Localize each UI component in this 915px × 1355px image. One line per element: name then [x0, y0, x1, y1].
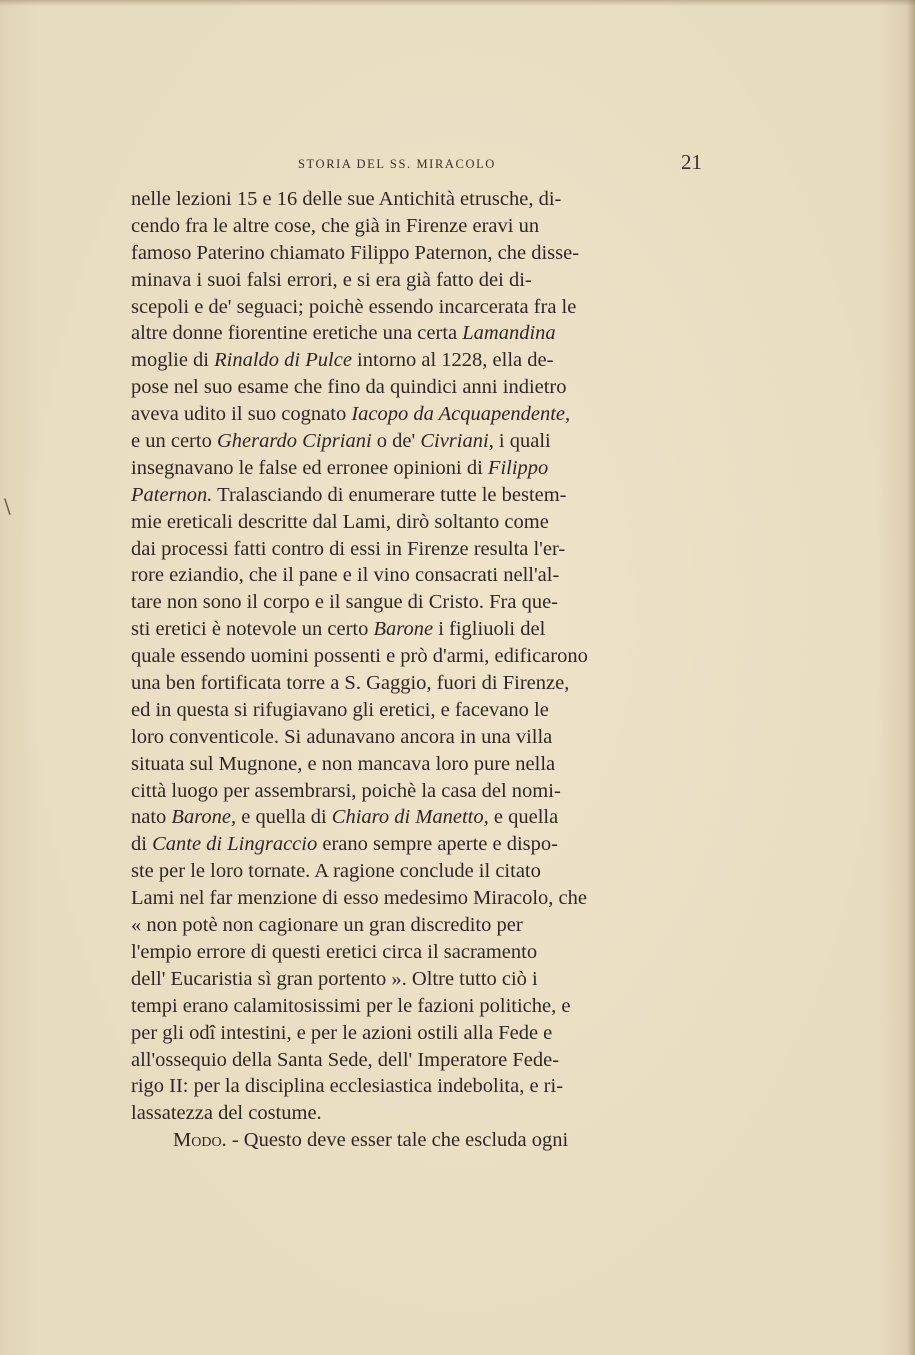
- text-segment: di: [131, 833, 153, 856]
- text-segment: Lami nel far menzione di esso medesimo Miracolo, che: [131, 887, 587, 910]
- text-line: [131, 294, 703, 321]
- body-text: [131, 186, 703, 1154]
- page-right-edge: [907, 0, 915, 1355]
- text-segment: e un certo: [131, 430, 217, 453]
- text-line: [131, 1100, 703, 1127]
- italic-text: Rinaldo di Pulce: [214, 349, 352, 372]
- text-segment: pose nel suo esame che fino da quindici anni indietro: [131, 376, 567, 399]
- text-segment: tare non sono il corpo e il sangue di Cristo. Fra que-: [131, 591, 558, 614]
- text-line: [131, 697, 703, 724]
- text-segment: lassatezza del costume.: [131, 1102, 322, 1125]
- italic-text: Paternon.: [131, 483, 213, 506]
- text-segment: per gli odî intestini, e per le azioni ostili alla Fede e: [131, 1021, 553, 1044]
- text-segment: altre donne fiorentine eretiche una certa: [131, 322, 463, 345]
- text-line: [131, 320, 703, 347]
- text-segment: rore eziandio, che il pane e il vino consacrati nell'al-: [131, 564, 560, 587]
- text-line: [131, 885, 703, 912]
- small-caps-text: Modo.: [173, 1129, 227, 1152]
- text-line: [131, 240, 703, 267]
- text-segment: sti eretici è notevole un certo: [131, 618, 374, 641]
- italic-text: Filippo: [487, 456, 549, 479]
- text-segment: i figliuoli del: [433, 618, 546, 641]
- italic-text: Barone: [373, 618, 434, 641]
- text-line: [131, 482, 703, 509]
- text-segment: dell' Eucaristia sì gran portento ». Oltre tutto ciò i: [131, 967, 538, 990]
- text-line: [131, 643, 703, 670]
- text-line: [131, 401, 703, 428]
- text-line: [131, 1020, 703, 1047]
- text-line: [131, 831, 703, 858]
- text-segment: intorno al 1228, ella de-: [351, 349, 554, 372]
- italic-text: Lamandina: [462, 322, 556, 345]
- text-line: [131, 939, 703, 966]
- text-segment: mie ereticali descritte dal Lami, dirò soltanto come: [131, 510, 549, 533]
- text-segment: minava i suoi falsi errori, e si era già fatto dei di-: [131, 268, 532, 291]
- text-segment: famoso Paterino chiamato Filippo Paternon, che disse-: [131, 241, 580, 264]
- text-segment: , i quali: [488, 430, 551, 453]
- text-line: [131, 778, 703, 805]
- text-line: [131, 536, 703, 563]
- text-line: [131, 267, 703, 294]
- text-line: [131, 1073, 703, 1100]
- text-line: [131, 1047, 703, 1074]
- text-segment: scepoli e de' seguaci; poichè essendo incarcerata fra le: [131, 295, 577, 318]
- italic-text: Gherardo Cipriani: [216, 430, 372, 453]
- text-segment: loro conventicole. Si adunavano ancora in una villa: [131, 725, 553, 748]
- text-segment: nato: [131, 806, 172, 829]
- running-title: STORIA DEL SS. MIRACOLO: [298, 157, 496, 171]
- text-line: [131, 455, 703, 482]
- text-segment: ste per le loro tornate. A ragione conclude il citato: [131, 860, 541, 883]
- text-line: [131, 428, 703, 455]
- text-line: [131, 1127, 703, 1154]
- text-segment: erano sempre aperte e dispo-: [317, 833, 558, 856]
- text-segment: - Questo deve esser tale che escluda ogni: [226, 1129, 569, 1152]
- text-segment: situata sul Mugnone, e non mancava loro pure nella: [131, 752, 556, 775]
- text-segment: città luogo per assembrarsi, poichè la casa del nomi-: [131, 779, 561, 802]
- italic-text: Iacopo da Acquapendente,: [351, 403, 571, 426]
- text-segment: l'empio errore di questi eretici circa il sacramento: [131, 940, 538, 963]
- text-segment: o de': [371, 430, 421, 453]
- text-line: [131, 374, 703, 401]
- text-line: [131, 993, 703, 1020]
- text-line: [131, 616, 703, 643]
- text-segment: Tralasciando di enumerare tutte le bestem-: [212, 483, 567, 506]
- text-segment: una ben fortificata torre a S. Gaggio, fuori di Firenze,: [131, 672, 570, 695]
- text-line: [131, 589, 703, 616]
- text-line: [131, 912, 703, 939]
- text-line: [131, 751, 703, 778]
- text-line: [131, 670, 703, 697]
- text-line: [131, 858, 703, 885]
- text-line: [131, 509, 703, 536]
- text-segment: dai processi fatti contro di essi in Firenze resulta l'er-: [131, 537, 566, 560]
- text-segment: quale essendo uomini possenti e prò d'armi, edificarono: [131, 645, 588, 668]
- text-line: [131, 347, 703, 374]
- page-header: [132, 150, 702, 178]
- page-top-edge: [0, 0, 915, 6]
- text-segment: ed in questa si rifugiavano gli eretici, e facevano le: [131, 698, 549, 721]
- binding-mark-icon: \: [4, 494, 11, 518]
- text-segment: rigo II: per la disciplina ecclesiastica indebolita, e ri-: [131, 1075, 564, 1098]
- italic-text: Chiaro di Manetto,: [331, 806, 489, 829]
- text-segment: e quella: [488, 806, 559, 829]
- text-segment: insegnavano le false ed erronee opinioni di: [131, 456, 488, 479]
- text-segment: aveva udito il suo cognato: [131, 403, 352, 426]
- text-line: [131, 724, 703, 751]
- text-segment: tempi erano calamitosissimi per le fazioni politiche, e: [131, 994, 571, 1017]
- text-line: [131, 804, 703, 831]
- text-segment: e quella di: [236, 806, 332, 829]
- text-segment: all'ossequio della Santa Sede, dell' Imperatore Fede-: [131, 1048, 560, 1071]
- text-segment: nelle lezioni 15 e 16 delle sue Antichità etrusche, di-: [131, 188, 562, 210]
- text-line: [131, 562, 703, 589]
- text-segment: cendo fra le altre cose, che già in Firenze eravi un: [131, 214, 540, 237]
- text-line: [131, 186, 703, 213]
- italic-text: Civriani: [420, 430, 489, 453]
- text-segment: « non potè non cagionare un gran discredito per: [131, 914, 523, 937]
- page-number: 21: [681, 150, 702, 174]
- text-line: [131, 213, 703, 240]
- text-line: [131, 966, 703, 993]
- text-segment: moglie di: [131, 349, 215, 372]
- italic-text: Barone,: [171, 806, 237, 829]
- italic-text: Cante di Lingraccio: [152, 833, 318, 856]
